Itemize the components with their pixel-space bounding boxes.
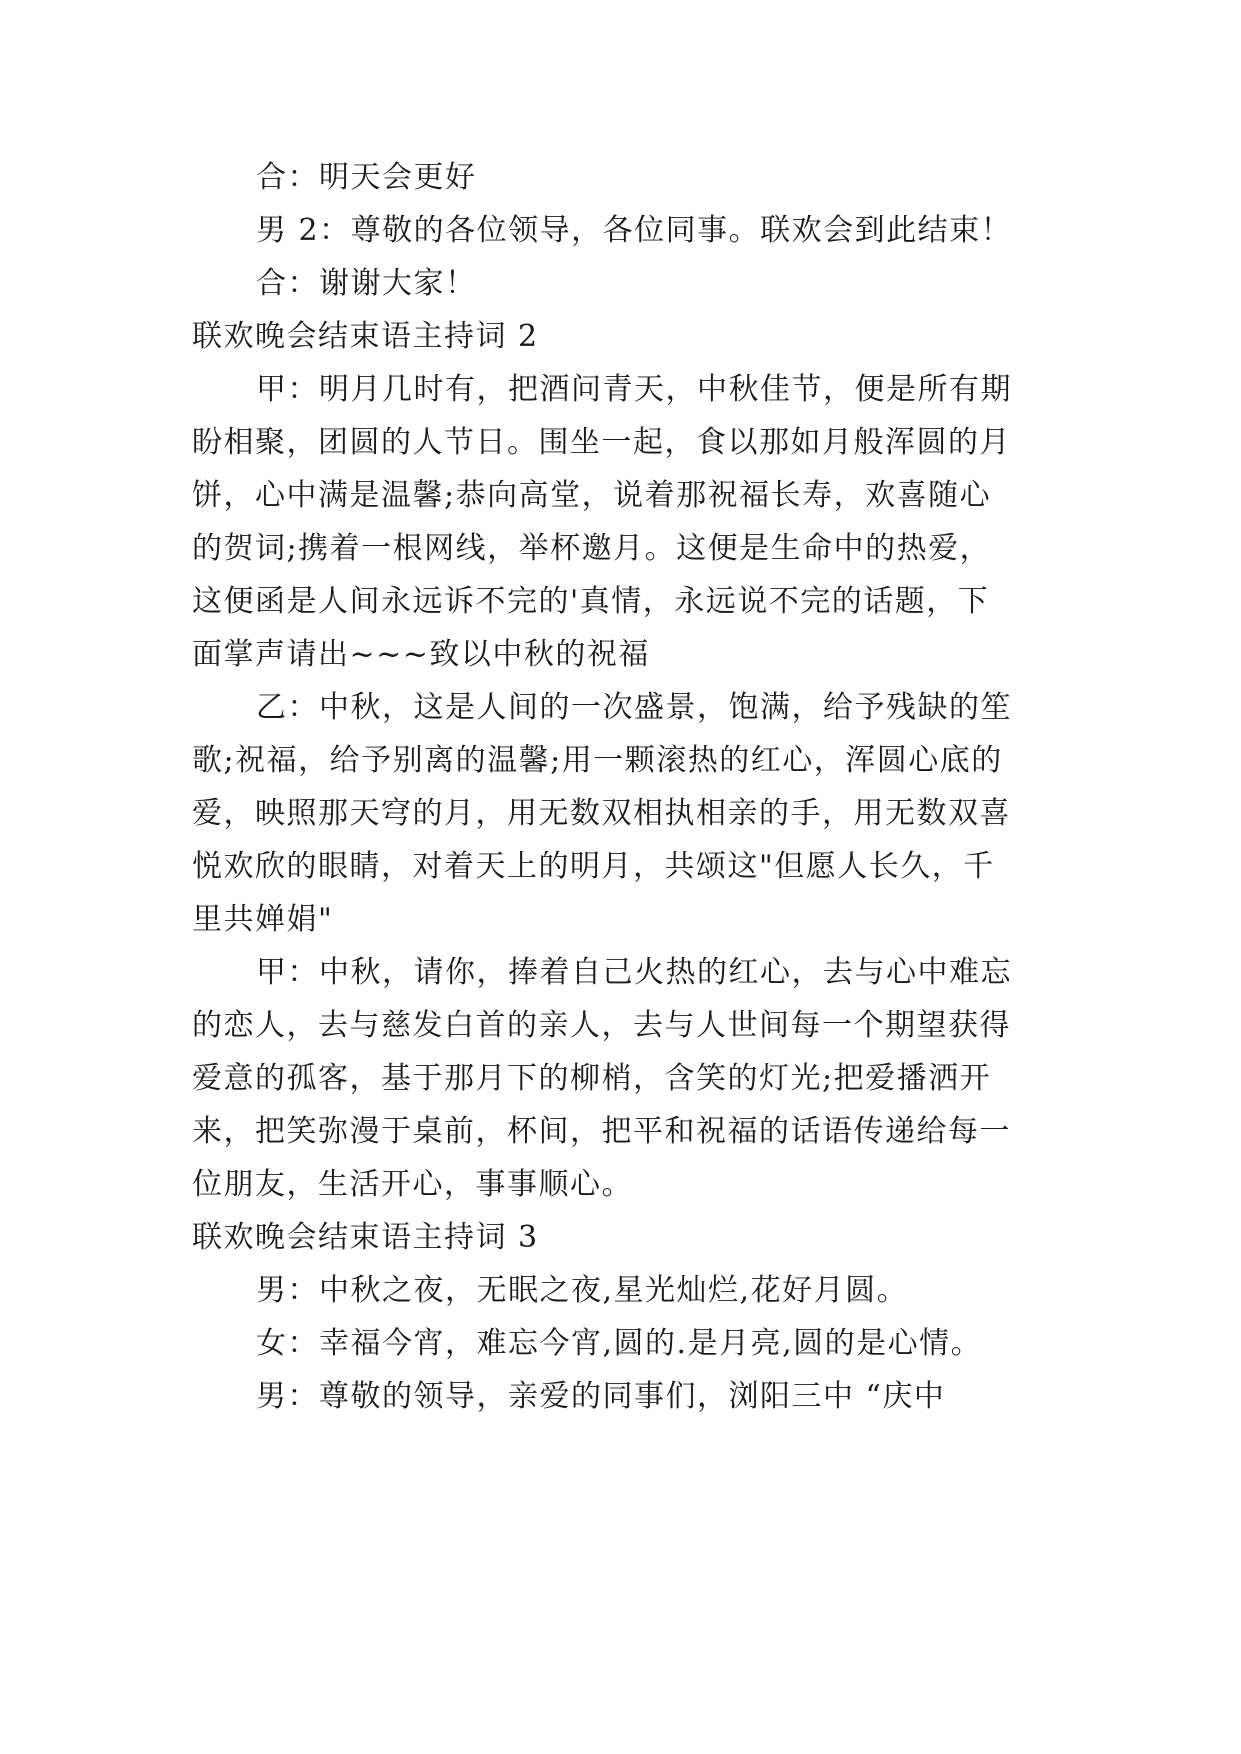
paragraph-line: 甲：中秋，请你，捧着自己火热的红心，去与心中难忘: [256, 955, 1012, 990]
paragraph-line: 这便函是人间永远诉不完的'真情，永远说不完的话题，下: [192, 584, 990, 619]
paragraph-line: 位朋友，生活开心，事事顺心。: [192, 1167, 633, 1202]
paragraph-line: 甲：明月几时有，把酒问青天，中秋佳节，便是所有期: [256, 372, 1012, 407]
paragraph-line: 的恋人，去与慈发白首的亲人，去与人世间每一个期望获得: [192, 1008, 1011, 1043]
paragraph-line: 悦欢欣的眼睛，对着天上的明月，共颂这"但愿人长久，千: [192, 849, 995, 884]
paragraph-line: 里共婵娟": [192, 902, 334, 937]
dialogue-line-male: 男：中秋之夜，无眠之夜,星光灿烂,花好月圆。: [256, 1273, 909, 1308]
paragraph-line: 饼，心中满是温馨;恭向高堂，说着那祝福长寿，欢喜随心: [192, 478, 992, 513]
paragraph-line: 来，把笑弥漫于桌前，杯间，把平和祝福的话语传递给每一: [192, 1114, 1011, 1149]
paragraph-line: 盼相聚，团圆的人节日。围坐一起，食以那如月般浑圆的月: [192, 425, 1011, 460]
paragraph-line: 歌;祝福，给予别离的温馨;用一颗滚热的红心，浑圆心底的: [192, 743, 1003, 778]
dialogue-line-male: 男：尊敬的领导，亲爱的同事们，浏阳三中 “庆中: [256, 1379, 946, 1414]
dialogue-line-male-2: 男 2：尊敬的各位领导，各位同事。联欢会到此结束！: [256, 213, 1013, 248]
dialogue-line-chorus: 合：明天会更好: [256, 160, 477, 195]
paragraph-line: 爱意的孤客，基于那月下的柳梢，含笑的灯光;把爱播洒开: [192, 1061, 992, 1096]
section-heading-3: 联欢晚会结束语主持词 3: [192, 1220, 539, 1255]
section-heading-2: 联欢晚会结束语主持词 2: [192, 319, 539, 354]
dialogue-line-chorus-thanks: 合：谢谢大家！: [256, 266, 477, 301]
paragraph-line: 的贺词;携着一根网线，举杯邀月。这便是生命中的热爱，: [192, 531, 992, 566]
dialogue-line-female: 女：幸福今宵，难忘今宵,圆的.是月亮,圆的是心情。: [256, 1326, 983, 1361]
paragraph-line: 面掌声请出~~~致以中秋的祝福: [192, 637, 650, 672]
paragraph-line: 乙：中秋，这是人间的一次盛景，饱满，给予残缺的笙: [256, 690, 1012, 725]
paragraph-line: 爱，映照那天穹的月，用无数双相执相亲的手，用无数双喜: [192, 796, 1011, 831]
